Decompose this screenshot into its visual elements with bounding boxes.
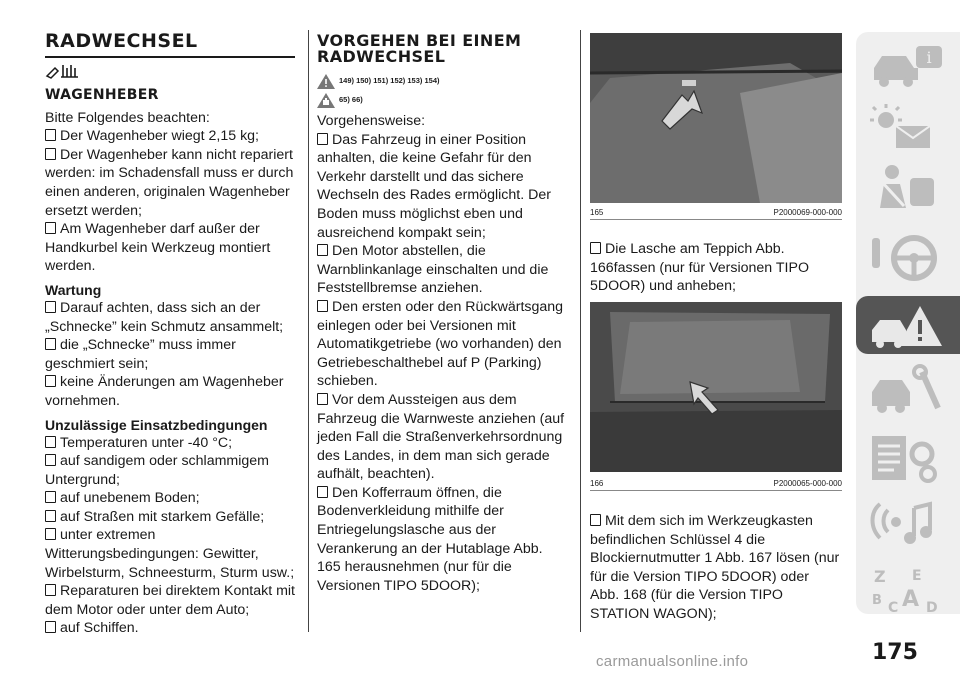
svg-text:C: C	[888, 600, 899, 616]
list-item: Den Motor abstellen, die Warnblinkanlage einschalten und die Feststellbremse anziehen.	[317, 242, 567, 298]
tool-jack-icon	[45, 62, 295, 80]
list-item: unter extremen Witterungsbedingungen: Gewitter, Wirbelsturm, Schneesturm, Sturm usw.;	[45, 527, 295, 581]
warning-triangle-icon	[317, 74, 335, 89]
section-heading-wartung: Wartung	[45, 281, 102, 298]
column-2	[317, 33, 567, 595]
figure-166-caption	[590, 479, 842, 491]
list-item: Der Wagenheber kann nicht repariert werden: im Schadensfall muss er durch einen anderen, originalen Wagenheber ersetzt werden;	[45, 146, 294, 219]
list-item: Vor dem Aussteigen aus dem Fahrzeug die Warnweste anziehen (auf jeden Fall die Straßenverkehrsordnung des Landes, in dem man sich gerade aufhält, beachten).	[317, 391, 567, 484]
list-item: auf unebenem Boden;	[45, 489, 295, 508]
list-item: die „Schnecke” muss immer geschmiert sein;	[45, 336, 295, 373]
watermark: carmanualsonline.info	[596, 653, 749, 670]
multimedia-icon[interactable]	[866, 498, 946, 552]
list-item: Mit dem sich im Werkzeugkasten befindlichen Schlüssel 4 die Blockiernutmutter 1 Abb. 167 lösen (nur für die Version TIPO 5DOOR) oder Abb. 168 (für die Version TIPO STATION WAGON);	[590, 513, 840, 622]
column-3-text-a	[590, 240, 840, 296]
svg-text:B: B	[872, 593, 882, 608]
specs-icon[interactable]	[866, 432, 946, 486]
attention-references	[317, 92, 567, 108]
svg-text:Z: Z	[874, 567, 886, 586]
section-heading-conditions: Unzulässige Einsatzbedingungen	[45, 416, 268, 433]
breakdown-icon[interactable]	[866, 298, 946, 352]
svg-text:E: E	[912, 568, 922, 584]
list-item: Die Lasche am Teppich Abb. 166fassen (nur für Versionen TIPO 5DOOR) und anheben;	[590, 240, 840, 296]
warning-refs-1: 149) 150) 151) 152) 153) 154)	[339, 75, 440, 85]
figure-number: 166	[590, 479, 604, 488]
index-icon[interactable]	[866, 562, 946, 616]
intro-text: Bitte Folgendes beachten:	[45, 109, 210, 126]
svg-text:i: i	[926, 48, 932, 67]
list-item: Am Wagenheber darf außer der Handkurbel kein Werkzeug montiert werden.	[45, 220, 295, 276]
attention-hand-icon	[317, 93, 335, 108]
list-item: keine Änderungen am Wagenheber vornehmen.	[45, 373, 295, 410]
column-3-text-b	[590, 512, 840, 624]
warning-references	[317, 73, 567, 89]
seatbelt-airbag-icon[interactable]	[866, 160, 946, 214]
figure-number: 165	[590, 208, 604, 217]
intro-text: Vorgehensweise:	[317, 113, 426, 129]
column-1	[45, 30, 295, 638]
figure-code: P2000065-000-000	[773, 479, 842, 488]
list-item: auf Straßen mit starkem Gefälle;	[45, 508, 295, 527]
warning-lights-icon[interactable]	[866, 100, 946, 154]
list-item: auf sandigem oder schlammigem Untergrund;	[45, 452, 295, 489]
steering-wheel-icon[interactable]	[866, 230, 946, 284]
section-heading-wagenheber: WAGENHEBER	[45, 87, 159, 103]
service-icon[interactable]	[866, 362, 946, 416]
figure-166-image	[590, 302, 842, 472]
list-item: Das Fahrzeug in einer Position anhalten, die keine Gefahr für den Verkehr darstellt und das sichere Wechseln des Rades ermöglicht. Der Boden muss möglichst eben und ausreichend kompakt sein;	[317, 131, 567, 243]
page-number: 175	[872, 640, 918, 665]
list-item: Den Kofferraum öffnen, die Bodenverkleidung mithilfe der Entriegelungslasche aus der Verankerung an der Hutablage Abb. 165 herausnehmen (nur für die Versionen TIPO 5DOOR);	[317, 484, 567, 596]
column-divider	[580, 30, 581, 632]
page-title: RADWECHSEL	[45, 30, 295, 58]
section-title-line2: RADWECHSEL	[317, 47, 446, 66]
warning-refs-2: 65) 66)	[339, 94, 363, 104]
list-item: Temperaturen unter -40 °C;	[45, 434, 295, 453]
list-item: Reparaturen bei direktem Kontakt mit dem Motor oder unter dem Auto;	[45, 583, 295, 618]
figure-code: P2000069-000-000	[773, 208, 842, 217]
list-item: auf Schiffen.	[45, 619, 295, 638]
section-title-line1: VORGEHEN BEI EINEM	[317, 31, 522, 50]
svg-text:D: D	[926, 600, 938, 616]
figure-165-caption	[590, 208, 842, 220]
list-item: Der Wagenheber wiegt 2,15 kg;	[45, 127, 295, 146]
figure-165-image	[590, 33, 842, 203]
car-icon[interactable]	[866, 40, 946, 94]
svg-text:A: A	[902, 587, 920, 612]
list-item: Den ersten oder den Rückwärtsgang einlegen oder bei Versionen mit Automatikgetriebe (wo vorhanden) den Getriebeschalthebel auf P (Parking) schieben.	[317, 298, 567, 391]
list-item: Darauf achten, dass sich an der „Schnecke” kein Schmutz ansammelt;	[45, 299, 295, 336]
column-divider	[308, 30, 309, 632]
